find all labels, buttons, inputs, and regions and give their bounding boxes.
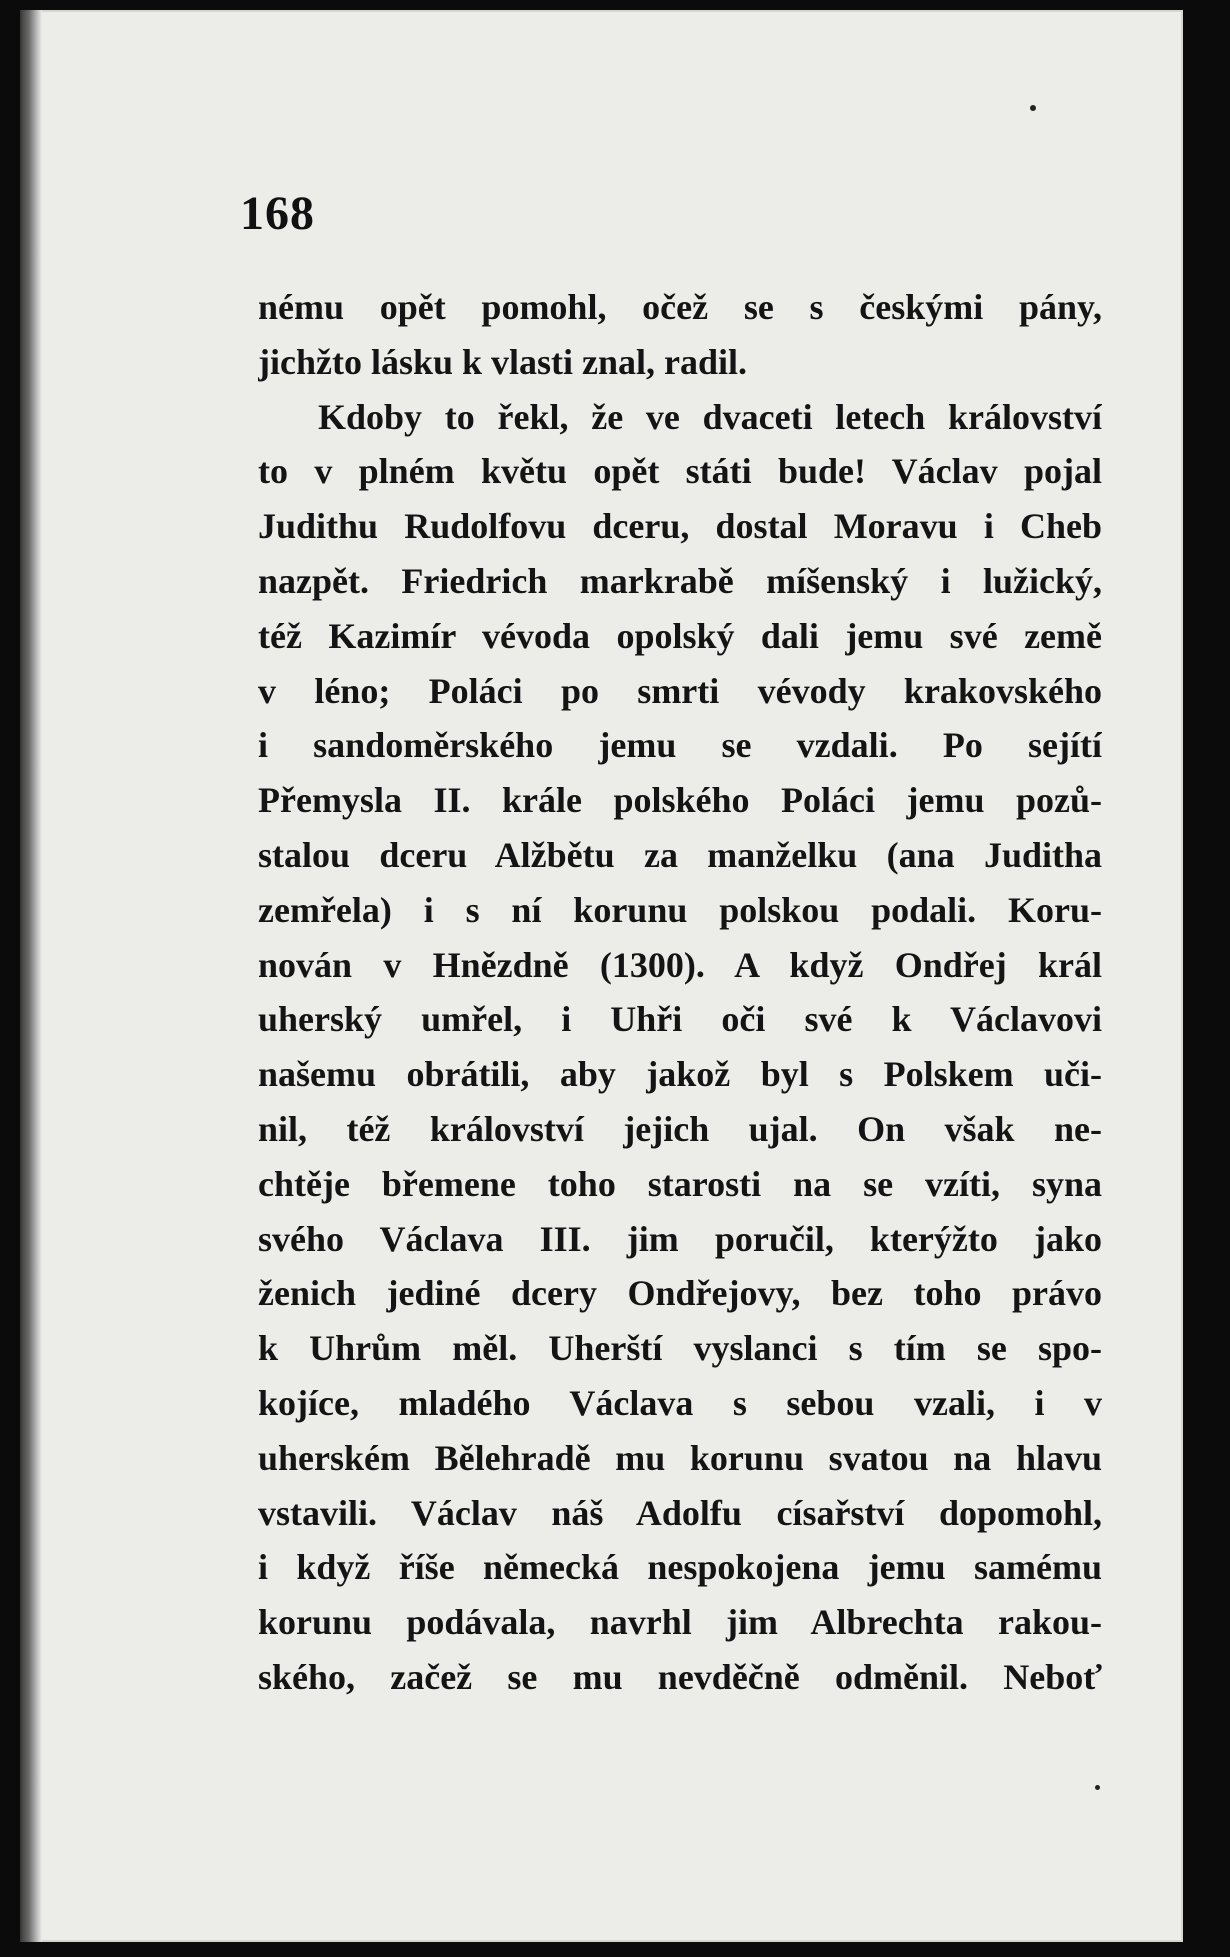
text-line: ského, začež se mu nevděčně odměnil. Neboť bbox=[258, 1656, 1102, 1697]
text-line: i když říše německá nespokojena jemu samému bbox=[258, 1547, 1102, 1588]
text-line: jichžto lásku k vlasti znal, radil. bbox=[258, 341, 748, 382]
text-line: nil, též království jejich ujal. On však ne- bbox=[258, 1108, 1102, 1149]
print-speck bbox=[1030, 105, 1036, 111]
text-line: nazpět. Friedrich markrabě míšenský i lužický, bbox=[258, 560, 1102, 601]
text-line: chtěje břemene toho starosti na se vzíti, syna bbox=[258, 1163, 1102, 1204]
text-line: Přemysla II. krále polského Poláci jemu pozů- bbox=[258, 780, 1102, 821]
text-line: svého Václava III. jim poručil, kterýžto jako bbox=[258, 1218, 1102, 1259]
page-number: 168 bbox=[240, 187, 315, 240]
text-line: i sandoměrského jemu se vzdali. Po sejítí bbox=[258, 725, 1102, 766]
text-line: též Kazimír vévoda opolský dali jemu své země bbox=[258, 615, 1102, 656]
text-line: nován v Hnězdně (1300). A když Ondřej král bbox=[258, 944, 1102, 985]
text-line: uherském Bělehradě mu korunu svatou na hlavu bbox=[258, 1437, 1102, 1478]
book-page bbox=[20, 10, 1183, 1942]
text-line: vstavili. Václav náš Adolfu císařství dopomohl, bbox=[258, 1492, 1102, 1533]
text-line: stalou dceru Alžbětu za manželku (ana Juditha bbox=[258, 834, 1102, 875]
print-speck bbox=[1095, 1785, 1100, 1790]
text-line: Kdoby to řekl, že ve dvaceti letech království bbox=[318, 396, 1102, 437]
text-line: zemřela) i s ní korunu polskou podali. Koru- bbox=[258, 889, 1102, 930]
text-line: Judithu Rudolfovu dceru, dostal Moravu i Cheb bbox=[258, 506, 1102, 547]
text-line: k Uhrům měl. Uherští vyslanci s tím se spo- bbox=[258, 1328, 1102, 1369]
body-text bbox=[258, 280, 1102, 1705]
text-line: uherský umřel, i Uhři oči své k Václavovi bbox=[258, 999, 1102, 1040]
text-line: to v plném květu opět státi bude! Václav pojal bbox=[258, 451, 1102, 492]
text-line: ženich jediné dcery Ondřejovy, bez toho právo bbox=[258, 1273, 1102, 1314]
text-line: v léno; Poláci po smrti vévody krakovského bbox=[258, 670, 1102, 711]
page-binding-shadow bbox=[20, 10, 42, 1942]
text-line: kojíce, mladého Václava s sebou vzali, i v bbox=[258, 1382, 1102, 1423]
text-line: nému opět pomohl, očež se s českými pány, bbox=[258, 287, 1102, 327]
text-line: korunu podávala, navrhl jim Albrechta rakou- bbox=[258, 1602, 1102, 1643]
text-line: našemu obrátili, aby jakož byl s Polskem uči- bbox=[258, 1054, 1102, 1095]
